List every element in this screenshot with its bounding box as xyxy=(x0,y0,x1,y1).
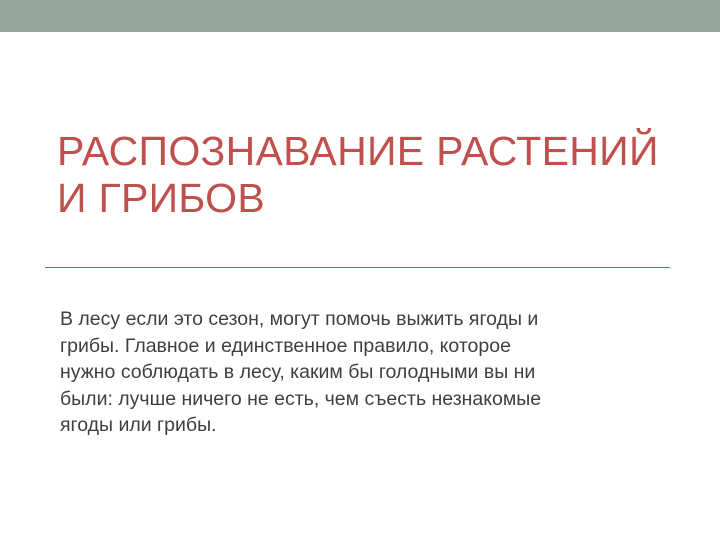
slide-content xyxy=(0,32,720,540)
slide-title: РАСПОЗНАВАНИЕ РАСТЕНИЙ И ГРИБОВ xyxy=(57,128,659,221)
top-decorative-band xyxy=(0,0,720,32)
slide-body-text: В лесу если это сезон, могут помочь выжить ягоды и грибы. Главное и единственное правило, которое нужно соблюдать в лесу, каким бы голодными вы ни были: лучше ничего не есть, чем съесть незнакомые ягоды или грибы. xyxy=(60,308,542,436)
title-divider xyxy=(45,267,670,268)
